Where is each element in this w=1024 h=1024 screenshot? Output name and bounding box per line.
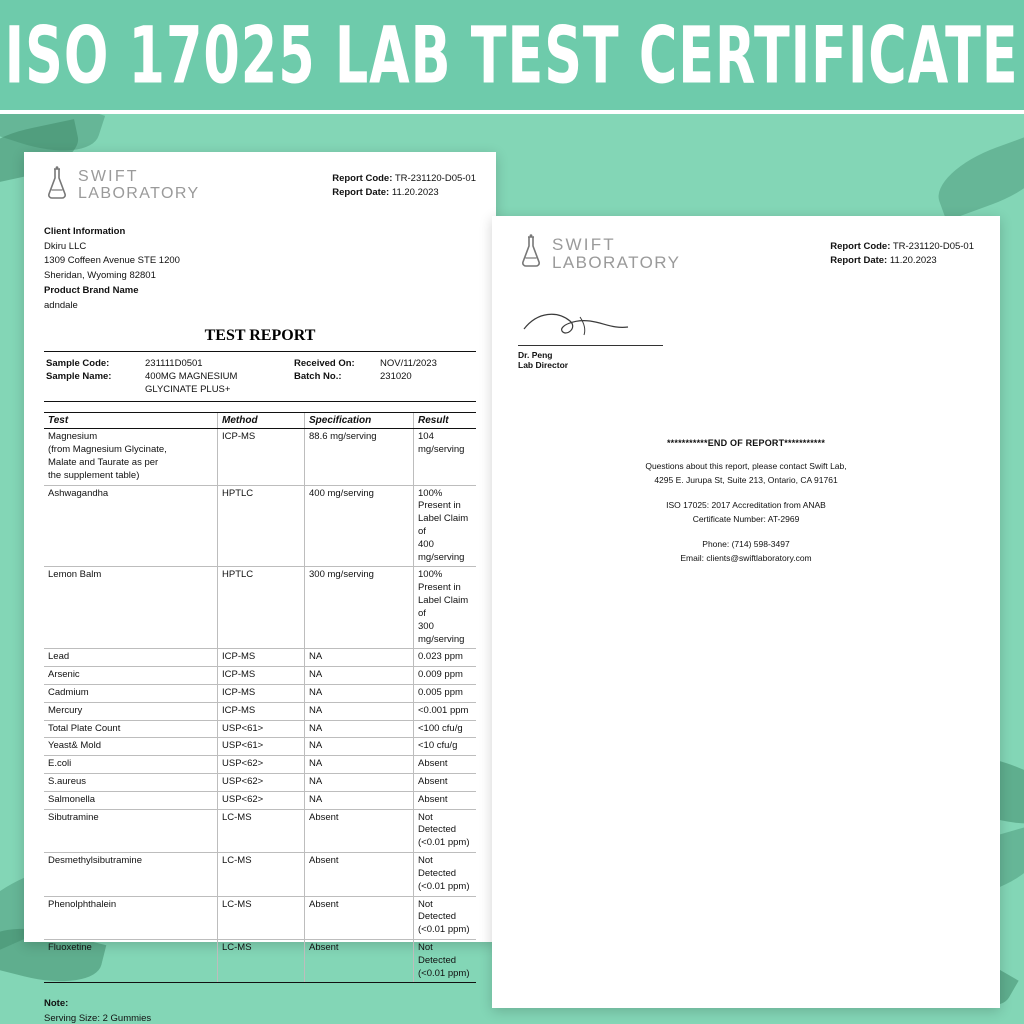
table-row — [44, 485, 476, 567]
client-information-heading: Client Information — [44, 226, 126, 237]
cell-method: ICP-MS — [218, 667, 305, 685]
cell-result: <100 cfu/g — [414, 720, 477, 738]
leaf-decoration — [929, 131, 1024, 221]
client-address-line2: Sheridan, Wyoming 82801 — [44, 270, 156, 282]
sample-name-label: Sample Name: — [46, 371, 112, 383]
client-address-line1: 1309 Coffeen Avenue STE 1200 — [44, 255, 180, 267]
table-row — [44, 429, 476, 485]
signature-line — [518, 307, 663, 346]
cell-test: Total Plate Count — [44, 720, 218, 738]
cell-result: Absent — [414, 756, 477, 774]
table-row — [44, 791, 476, 809]
cell-test: Arsenic — [44, 667, 218, 685]
report-date-value: 11.20.2023 — [889, 254, 937, 266]
report-meta — [830, 240, 974, 268]
brand-name-line2: LABORATORY — [552, 252, 681, 272]
sample-code-value: 231111D0501 — [145, 358, 203, 370]
cell-result: Absent — [414, 774, 477, 792]
cell-test: Magnesium (from Magnesium Glycinate, Malate and Taurate as per the supplement table) — [44, 429, 218, 485]
cell-specification: NA — [305, 702, 414, 720]
cell-result: Not Detected (<0.01 ppm) — [414, 939, 477, 982]
report-page-one — [24, 152, 496, 1024]
table-row — [44, 853, 476, 896]
cell-result: Not Detected (<0.01 ppm) — [414, 853, 477, 896]
contact-question-line1: Questions about this report, please contact Swift Lab, — [645, 461, 847, 471]
report-date-label: Report Date: — [332, 186, 390, 198]
report-note — [44, 997, 476, 1024]
cell-specification: Absent — [305, 853, 414, 896]
cell-specification: NA — [305, 667, 414, 685]
table-row — [44, 720, 476, 738]
cell-specification: NA — [305, 738, 414, 756]
signatory-role: Lab Director — [518, 360, 569, 370]
cell-test: Ashwagandha — [44, 485, 218, 567]
table-row — [44, 649, 476, 667]
letterhead — [44, 166, 476, 205]
report-date-label: Report Date: — [830, 254, 888, 266]
cell-method: USP<62> — [218, 756, 305, 774]
cell-test: Salmonella — [44, 791, 218, 809]
report-meta — [332, 172, 476, 200]
test-results-table — [44, 412, 476, 983]
table-row — [44, 809, 476, 852]
cell-method: USP<61> — [218, 720, 305, 738]
sample-information — [44, 351, 476, 402]
accreditation-line2: Certificate Number: AT-2969 — [692, 513, 800, 524]
note-text: Serving Size: 2 Gummies — [44, 1012, 152, 1024]
sample-code-label: Sample Code: — [46, 358, 110, 370]
contact-phone: Phone: (714) 598-3497 — [702, 539, 790, 550]
cell-test: Lemon Balm — [44, 567, 218, 649]
brand-name-line1: SWIFT — [78, 168, 139, 186]
table-row — [44, 756, 476, 774]
brand-name-line1: SWIFT — [552, 235, 616, 255]
cell-test: Cadmium — [44, 684, 218, 702]
report-code-label: Report Code: — [830, 241, 891, 252]
cell-test: Sibutramine — [44, 809, 218, 852]
received-on-value: NOV/11/2023 — [380, 358, 437, 370]
accreditation-line1: ISO 17025: 2017 Accreditation from ANAB — [666, 500, 826, 511]
footer-contact — [518, 460, 974, 566]
cell-result: Not Detected (<0.01 ppm) — [414, 896, 477, 939]
table-row — [44, 702, 476, 720]
flask-icon — [44, 166, 70, 205]
sample-name-value: 400MG MAGNESIUM — [145, 371, 238, 383]
column-header-specification: Specification — [305, 413, 414, 429]
table-row — [44, 667, 476, 685]
cell-test: Mercury — [44, 702, 218, 720]
cell-method: ICP-MS — [218, 649, 305, 667]
received-on-label: Received On: — [294, 358, 355, 370]
table-row — [44, 684, 476, 702]
product-brand-heading: Product Brand Name — [44, 284, 139, 296]
brand-logo — [518, 234, 680, 273]
cell-method: LC-MS — [218, 896, 305, 939]
cell-specification: Absent — [305, 809, 414, 852]
table-row — [44, 774, 476, 792]
cell-test: Phenolphthalein — [44, 896, 218, 939]
report-code-value: TR-231120-D05-01 — [892, 241, 974, 252]
signature-area — [518, 307, 974, 370]
cell-method: LC-MS — [218, 853, 305, 896]
column-header-test: Test — [44, 413, 218, 429]
cell-test: S.aureus — [44, 774, 218, 792]
batch-no-label: Batch No.: — [294, 371, 342, 383]
sample-name-value-cont: GLYCINATE PLUS+ — [145, 384, 231, 396]
cell-specification: 300 mg/serving — [305, 567, 414, 649]
cell-specification: NA — [305, 756, 414, 774]
cell-method: ICP-MS — [218, 429, 305, 485]
report-date-value: 11.20.2023 — [391, 186, 439, 198]
column-header-method: Method — [218, 413, 305, 429]
flask-icon — [518, 234, 544, 273]
cell-method: ICP-MS — [218, 684, 305, 702]
cell-test: Fluoxetine — [44, 939, 218, 982]
cell-result: 100% Present in Label Claim of 300 mg/serving — [414, 567, 477, 649]
page-title: ISO 17025 LAB TEST CERTIFICATE — [5, 9, 1019, 101]
contact-question-line2: 4295 E. Jurupa St, Suite 213, Ontario, CA 91761 — [654, 474, 838, 485]
cell-specification: 88.6 mg/serving — [305, 429, 414, 485]
header-banner — [0, 0, 1024, 114]
cell-specification: Absent — [305, 896, 414, 939]
cell-result: Absent — [414, 791, 477, 809]
cell-method: USP<62> — [218, 791, 305, 809]
cell-method: USP<61> — [218, 738, 305, 756]
cell-test: Desmethylsibutramine — [44, 853, 218, 896]
table-row — [44, 896, 476, 939]
cell-specification: NA — [305, 720, 414, 738]
cell-method: USP<62> — [218, 774, 305, 792]
cell-specification: NA — [305, 684, 414, 702]
cell-result: 100% Present in Label Claim of 400 mg/serving — [414, 485, 477, 567]
cell-result: <10 cfu/g — [414, 738, 477, 756]
cell-test: E.coli — [44, 756, 218, 774]
cell-result: 0.009 ppm — [414, 667, 477, 685]
signature-mark — [518, 307, 663, 345]
cell-test: Lead — [44, 649, 218, 667]
note-heading: Note: — [44, 998, 69, 1010]
cell-result: <0.001 ppm — [414, 702, 477, 720]
cell-result: Not Detected (<0.01 ppm) — [414, 809, 477, 852]
cell-specification: Absent — [305, 939, 414, 982]
cell-specification: 400 mg/serving — [305, 485, 414, 567]
report-title: TEST REPORT — [204, 327, 316, 345]
brand-name — [78, 169, 200, 202]
cell-method: LC-MS — [218, 809, 305, 852]
report-code-value: TR-231120-D05-01 — [394, 173, 476, 184]
cell-method: HPTLC — [218, 485, 305, 567]
contact-email: Email: clients@swiftlaboratory.com — [680, 552, 812, 563]
column-header-result: Result — [414, 413, 477, 429]
cell-result: 0.023 ppm — [414, 649, 477, 667]
signatory-name: Dr. Peng — [518, 350, 553, 360]
report-code-label: Report Code: — [332, 173, 393, 184]
cell-test: Yeast& Mold — [44, 738, 218, 756]
cell-specification: NA — [305, 774, 414, 792]
client-information — [44, 225, 476, 313]
client-company: Dkiru LLC — [44, 240, 87, 252]
cell-result: 0.005 ppm — [414, 684, 477, 702]
cell-specification: NA — [305, 649, 414, 667]
end-of-report-marker: ***********END OF REPORT*********** — [666, 438, 826, 448]
table-row — [44, 939, 476, 982]
table-header-row — [44, 413, 476, 429]
cell-result: 104 mg/serving — [414, 429, 477, 485]
cell-specification: NA — [305, 791, 414, 809]
letterhead — [518, 234, 974, 273]
cell-method: HPTLC — [218, 567, 305, 649]
batch-no-value: 231020 — [380, 371, 412, 383]
product-brand-value: adndale — [44, 299, 78, 311]
cell-method: ICP-MS — [218, 702, 305, 720]
table-row — [44, 738, 476, 756]
brand-logo — [44, 166, 200, 205]
table-row — [44, 567, 476, 649]
report-page-two — [492, 216, 1000, 1008]
brand-name-line2: LABORATORY — [78, 184, 200, 202]
cell-method: LC-MS — [218, 939, 305, 982]
brand-name — [552, 236, 680, 271]
